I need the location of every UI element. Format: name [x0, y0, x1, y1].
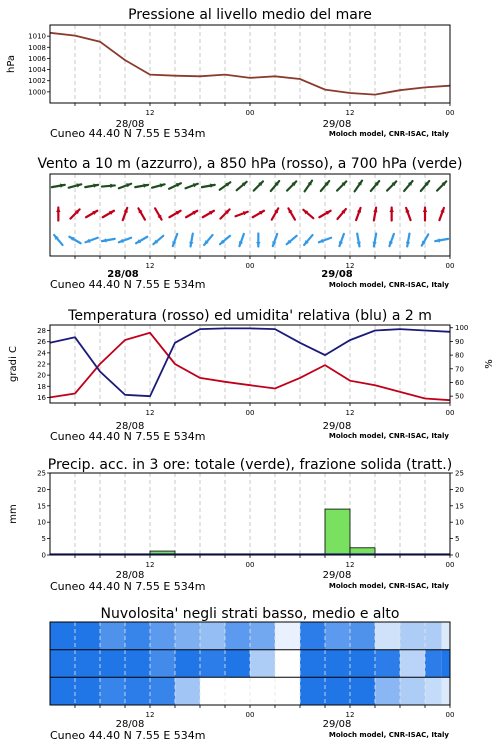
cloud-cell [300, 677, 325, 705]
y-tick-label: 20 [37, 485, 46, 494]
cloud-cell [50, 650, 75, 678]
cloud-cell [125, 622, 150, 650]
y-tick-label: 1004 [28, 66, 46, 75]
x-tick-label: 00 [445, 561, 455, 569]
y-tick-label: 1006 [28, 54, 46, 63]
wind-arrow [102, 184, 115, 188]
x-tick-label: 00 [245, 561, 255, 569]
precipitation-yticks [37, 470, 50, 560]
y-tick-label-right: 90 [455, 337, 464, 346]
x-tick-label: 12 [345, 262, 355, 270]
cloud-cell [350, 622, 375, 650]
wind-arrow [138, 208, 145, 219]
cloud-cell [150, 650, 175, 678]
wind-arrow [254, 181, 263, 190]
cloud-cell [275, 622, 300, 650]
wind-arrow [202, 184, 215, 188]
cloud-cell [100, 650, 125, 678]
clouds-panel [50, 606, 454, 742]
cloud-cell [225, 650, 250, 678]
wind-date-2: 29/08 [321, 269, 353, 280]
x-tick-label: 00 [245, 262, 255, 270]
pressure-date-1: 28/08 [115, 119, 145, 130]
clouds-title: Nuvolosita' negli strati basso, medio e alto [100, 606, 400, 622]
wind-arrow [256, 234, 260, 247]
wind-panel [37, 156, 462, 291]
wind-credit: Moloch model, CNR-ISAC, Italy [328, 281, 449, 289]
wind-arrow [136, 237, 147, 244]
x-tick-label: 12 [145, 711, 155, 719]
wind-arrow [155, 208, 162, 219]
cloud-cell [400, 650, 425, 678]
cloud-cell [350, 650, 375, 678]
x-tick-label: 12 [145, 262, 155, 270]
wind-arrow [423, 208, 427, 221]
y-tick-label-right: 0 [455, 551, 460, 560]
cloud-cell [100, 622, 125, 650]
cloud-cell [200, 677, 225, 705]
wind-gridlines [75, 174, 450, 256]
wind-arrow [153, 236, 163, 244]
y-tick-label: 24 [37, 349, 46, 358]
temperature-date-1: 28/08 [115, 421, 145, 432]
cloud-cell [175, 677, 200, 705]
temperature-yticks [37, 327, 50, 402]
precipitation-ylabel: mm [8, 504, 19, 524]
cloud-cell [400, 677, 425, 705]
wind-arrow [356, 208, 361, 220]
pressure-date-2: 29/08 [322, 119, 352, 130]
y-tick-label: 25 [37, 469, 46, 478]
precipitation-location: Cuneo 44.40 N 7.55 E 534m [50, 580, 206, 593]
precipitation-date-1: 28/08 [115, 570, 145, 581]
wind-arrow [237, 182, 247, 190]
wind-arrow [86, 238, 98, 243]
wind-arrow [337, 181, 346, 190]
y-tick-label-right: 25 [455, 469, 464, 478]
temperature-title: Temperatura (rosso) ed umidita' relativa (blu) a 2 m [68, 308, 432, 324]
clouds-xticks [75, 705, 454, 719]
clouds-date-2: 29/08 [322, 719, 352, 730]
pressure-xticks [75, 103, 454, 117]
wind-title: Vento a 10 m (azzurro), a 850 hPa (rosso), a 700 hPa (verde) [37, 156, 463, 172]
x-tick-label: 12 [345, 561, 355, 569]
y-tick-label-right: 20 [455, 485, 464, 494]
precipitation-date-2: 29/08 [322, 570, 352, 581]
cloud-cell [125, 650, 150, 678]
wind-arrow [339, 234, 344, 246]
wind-arrow [406, 208, 411, 220]
wind-arrow [435, 238, 448, 242]
wind-location: Cuneo 44.40 N 7.55 E 534m [50, 278, 206, 291]
clouds-credit: Moloch model, CNR-ISAC, Italy [328, 731, 449, 739]
cloud-cell [325, 677, 350, 705]
cloud-cell [375, 650, 400, 678]
wind-arrow [152, 183, 165, 187]
wind-arrow [287, 181, 296, 190]
x-tick-label: 00 [445, 711, 455, 719]
y-tick-label: 15 [37, 502, 46, 511]
y-tick-label: 0 [41, 551, 46, 560]
cloud-cell [150, 677, 175, 705]
cloud-cell [300, 622, 325, 650]
cloud-cell [75, 622, 100, 650]
wind-arrow [357, 234, 361, 247]
cloud-cell [442, 622, 450, 650]
precipitation-gridlines [75, 473, 450, 555]
wind-arrow [439, 208, 444, 220]
wind-arrow [373, 234, 377, 247]
wind-arrow [253, 211, 264, 218]
y-tick-label: 16 [37, 393, 46, 402]
cloud-cell [425, 650, 442, 678]
precipitation-frame [50, 473, 450, 555]
cloud-cell [250, 622, 275, 650]
wind-arrow [287, 236, 297, 244]
cloud-cell [200, 650, 225, 678]
wind-arrow [189, 234, 193, 247]
wind-xticks [75, 256, 454, 270]
x-tick-label: 00 [245, 711, 255, 719]
cloud-cell [100, 677, 125, 705]
cloud-cell [350, 677, 375, 705]
temperature-panel [8, 308, 495, 443]
cloud-cell [425, 677, 442, 705]
y-tick-label: 1010 [28, 32, 46, 41]
wind-arrow [304, 235, 312, 245]
precipitation-yticks-right [450, 470, 464, 560]
cloud-cell [50, 622, 75, 650]
cloud-cell [275, 677, 300, 705]
y-tick-label: 22 [37, 360, 46, 369]
x-tick-label: 00 [445, 409, 455, 417]
cloud-cell [425, 622, 442, 650]
cloud-cell [175, 622, 200, 650]
humidity-yticks [450, 324, 468, 400]
cloud-cell [400, 622, 425, 650]
cloud-cell [125, 677, 150, 705]
y-tick-label: 1008 [28, 43, 46, 52]
x-tick-label: 12 [345, 109, 355, 117]
precipitation-credit: Moloch model, CNR-ISAC, Italy [328, 582, 449, 590]
x-tick-label: 12 [145, 109, 155, 117]
temperature-credit: Moloch model, CNR-ISAC, Italy [328, 432, 449, 440]
wind-arrow [389, 234, 394, 246]
wind-arrow [52, 184, 65, 188]
wind-arrow [422, 234, 429, 245]
x-tick-label: 00 [445, 109, 455, 117]
pressure-title: Pressione al livello medio del mare [128, 7, 372, 23]
wind-arrow [305, 181, 312, 192]
y-tick-label: 1000 [28, 88, 46, 97]
wind-arrow [355, 181, 362, 192]
cloud-cell [150, 622, 175, 650]
wind-arrow [56, 208, 60, 221]
x-tick-label: 12 [345, 711, 355, 719]
x-tick-label: 00 [245, 109, 255, 117]
wind-arrow [337, 209, 345, 219]
cloud-cell [200, 622, 225, 650]
wind-arrow [102, 238, 115, 242]
cloud-cell [325, 650, 350, 678]
wind-arrow [236, 211, 248, 216]
x-tick-label: 12 [345, 409, 355, 417]
y-tick-label-right: 5 [455, 535, 460, 544]
y-tick-label-right: 15 [455, 502, 464, 511]
y-tick-label-right: 50 [455, 392, 464, 401]
wind-arrow [239, 234, 244, 246]
y-tick-label: 28 [37, 327, 46, 336]
y-tick-label: 10 [37, 518, 46, 527]
x-tick-label: 00 [445, 262, 455, 270]
wind-arrow [135, 184, 148, 188]
temperature-xticks [75, 403, 454, 417]
cloud-cell [50, 677, 75, 705]
y-tick-label: 26 [37, 338, 46, 347]
temperature-gridlines [75, 325, 450, 403]
pressure-ylabel: hPa [6, 54, 17, 74]
x-tick-label: 12 [145, 561, 155, 569]
cloud-cell [75, 650, 100, 678]
cloud-cell [75, 677, 100, 705]
wind-arrow [203, 211, 214, 218]
cloud-cell [275, 650, 300, 678]
cloud-cell [375, 677, 400, 705]
precipitation-panel [8, 457, 464, 593]
wind-arrow [406, 234, 410, 247]
y-tick-label-right: 80 [455, 351, 464, 360]
precipitation-xticks [75, 555, 454, 569]
wind-arrow [86, 211, 97, 218]
precipitation-bar [325, 509, 350, 555]
temperature-location: Cuneo 44.40 N 7.55 E 534m [50, 430, 206, 443]
cloud-cell [225, 622, 250, 650]
cloud-cell [325, 622, 350, 650]
pressure-credit: Moloch model, CNR-ISAC, Italy [328, 130, 449, 138]
y-tick-label-right: 60 [455, 378, 464, 387]
wind-date-1: 28/08 [107, 269, 139, 280]
cloud-cell [300, 650, 325, 678]
wind-arrow [288, 208, 295, 219]
y-tick-label-right: 100 [455, 324, 469, 333]
cloud-cell [225, 677, 250, 705]
cloud-cell [442, 677, 450, 705]
x-tick-label: 00 [245, 409, 255, 417]
wind-arrow [85, 184, 98, 188]
y-tick-label: 5 [41, 535, 46, 544]
wind-arrow [389, 208, 393, 221]
clouds-location: Cuneo 44.40 N 7.55 E 534m [50, 729, 206, 742]
temperature-date-2: 29/08 [322, 421, 352, 432]
temperature-ylabel: gradi C [8, 346, 19, 382]
wind-arrow [387, 181, 396, 190]
wind-arrow [186, 183, 198, 188]
wind-arrow [437, 181, 446, 190]
humidity-ylabel: % [484, 359, 495, 369]
wind-arrow [186, 211, 197, 218]
pressure-yticks [28, 33, 50, 97]
wind-arrow [404, 181, 412, 191]
pressure-location: Cuneo 44.40 N 7.55 E 534m [50, 127, 206, 140]
y-tick-label: 18 [37, 382, 46, 391]
wind-arrow [303, 210, 313, 218]
y-tick-label: 20 [37, 371, 46, 380]
x-tick-label: 12 [145, 409, 155, 417]
cloud-cell [442, 650, 450, 678]
cloud-cell [250, 677, 275, 705]
wind-arrow [204, 235, 212, 245]
y-tick-label-right: 10 [455, 518, 464, 527]
wind-arrow [103, 211, 114, 218]
cloud-cell [375, 622, 400, 650]
y-tick-label-right: 70 [455, 365, 464, 374]
clouds-date-1: 28/08 [115, 719, 145, 730]
precipitation-title: Precip. acc. in 3 ore: totale (verde), frazione solida (tratt.) [47, 457, 453, 473]
pressure-panel [6, 7, 454, 140]
y-tick-label: 1002 [28, 77, 46, 86]
cloud-cell [175, 650, 200, 678]
cloud-cell [250, 650, 275, 678]
wind-arrow [54, 235, 62, 245]
